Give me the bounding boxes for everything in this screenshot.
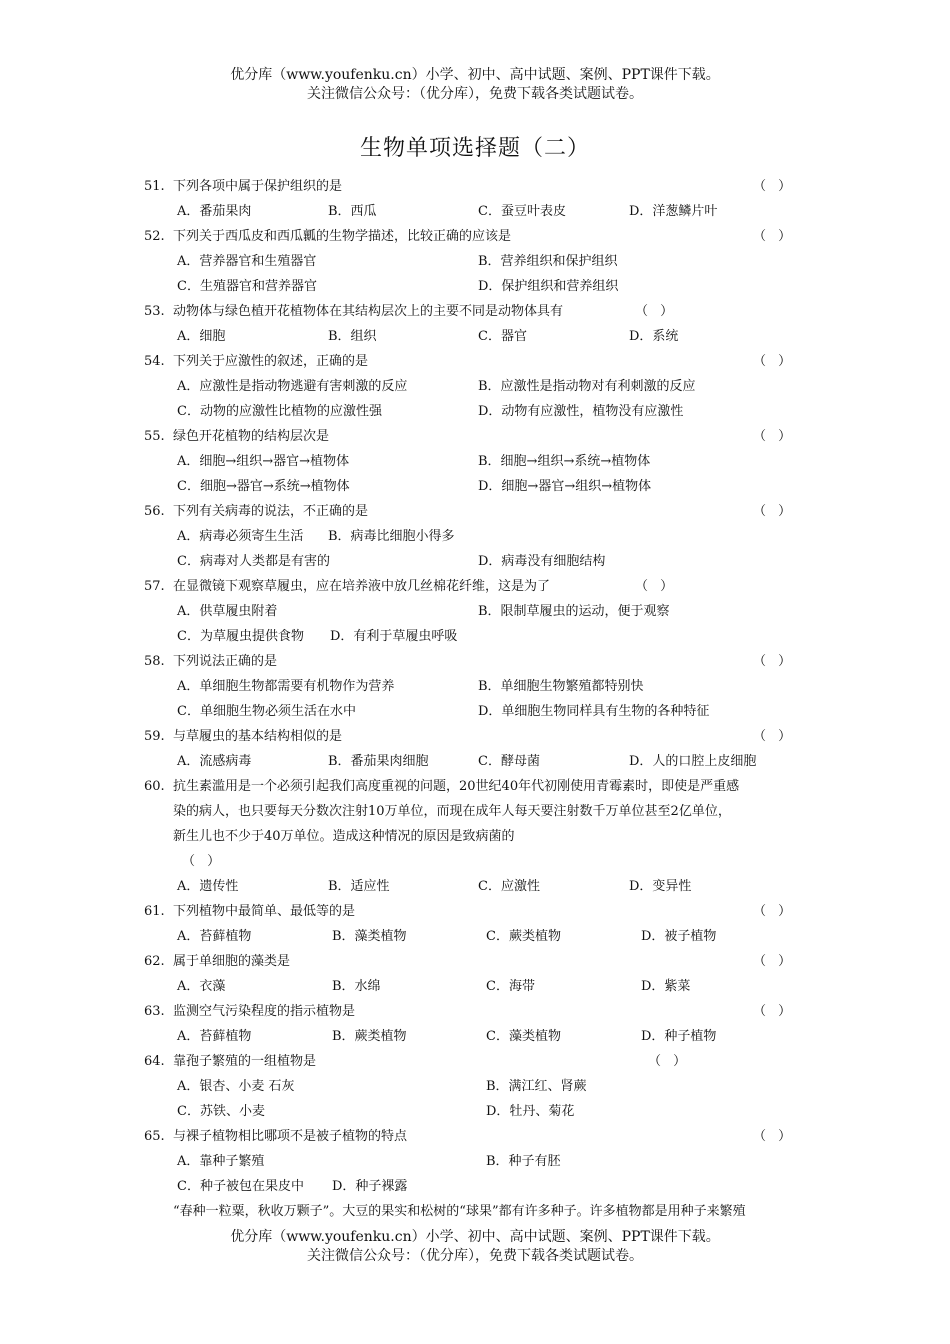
option-d: D．动物有应激性，植物没有应激性 — [478, 404, 684, 419]
options-row — [0, 274, 950, 299]
question-text: 下列关于西瓜皮和西瓜瓤的生物学描述，比较正确的应该是 — [173, 229, 512, 244]
options-row — [0, 599, 950, 624]
question-text-continued — [0, 799, 950, 824]
question-number: 65. — [144, 1129, 165, 1144]
question-number: 53. — [144, 304, 165, 319]
option-b: B．水绵 — [332, 979, 381, 994]
page-title: 生物单项选择题（二） — [359, 136, 590, 161]
question-57 — [0, 574, 950, 599]
option-a: A．苔藓植物 — [177, 929, 252, 944]
question-number: 51. — [144, 179, 165, 194]
question-text: 靠孢子繁殖的一组植物是 — [173, 1054, 317, 1069]
option-c: C．动物的应激性比植物的应激性强 — [177, 404, 382, 419]
option-a: A．应激性是指动物逃避有害刺激的反应 — [177, 379, 408, 394]
question-number: 62. — [144, 954, 165, 969]
option-c: C．蚕豆叶表皮 — [478, 204, 566, 219]
option-a: A．衣藻 — [177, 979, 226, 994]
question-62 — [0, 949, 950, 974]
option-c: C．为草履虫提供食物 — [177, 629, 304, 644]
question-59 — [0, 724, 950, 749]
options-row — [0, 974, 950, 999]
option-b: B．西瓜 — [328, 204, 377, 219]
question-text: 与裸子植物相比哪项不是被子植物的特点 — [173, 1129, 408, 1144]
option-c: C．种子被包在果皮中 — [177, 1179, 304, 1194]
answer-blank: （ ） — [753, 429, 796, 444]
page-footer — [0, 1228, 950, 1266]
question-text-line-3: 新生儿也不少于40万单位。造成这种情况的原因是致病菌的 — [173, 829, 515, 844]
closing-paragraph — [0, 1199, 950, 1224]
option-b: B．限制草履虫的运动，便于观察 — [478, 604, 670, 619]
option-c: C．酵母菌 — [478, 754, 540, 769]
question-60 — [0, 774, 950, 799]
option-d: D．单细胞生物同样具有生物的各种特征 — [478, 704, 710, 719]
answer-blank: （ ） — [753, 1004, 796, 1019]
option-c: C．苏铁、小麦 — [177, 1104, 265, 1119]
question-number: 56. — [144, 504, 165, 519]
question-number: 64. — [144, 1054, 165, 1069]
option-a: A．单细胞生物都需要有机物作为营养 — [177, 679, 395, 694]
options-row — [0, 1174, 950, 1199]
options-row — [0, 399, 950, 424]
option-c: C．生殖器官和营养器官 — [177, 279, 317, 294]
question-text-line-1: 抗生素滥用是一个必须引起我们高度重视的问题，20世纪40年代初刚使用青霉素时，即使是严重感 — [173, 779, 740, 794]
question-number: 63. — [144, 1004, 165, 1019]
answer-blank: （ ） — [753, 654, 796, 669]
option-a: A．供草履虫附着 — [177, 604, 278, 619]
option-b: B．单细胞生物繁殖都特别快 — [478, 679, 644, 694]
question-number: 55. — [144, 429, 165, 444]
answer-blank: （ ） — [753, 179, 796, 194]
option-b: B．应激性是指动物对有利刺激的反应 — [478, 379, 696, 394]
answer-blank: （ ） — [753, 1129, 796, 1144]
option-d: D．种子植物 — [641, 1029, 717, 1044]
option-c: C．海带 — [486, 979, 535, 994]
question-list — [0, 174, 950, 1224]
options-row — [0, 699, 950, 724]
option-c: C．单细胞生物必须生活在水中 — [177, 704, 356, 719]
options-row — [0, 249, 950, 274]
options-row — [0, 749, 950, 774]
answer-blank: （ ） — [648, 1054, 691, 1069]
header-line-1: 优分库（www.youfenku.cn）小学、初中、高中试题、案例、PPT课件下载。 — [230, 67, 720, 83]
option-a: A．靠种子繁殖 — [177, 1154, 265, 1169]
question-64 — [0, 1049, 950, 1074]
option-a: A．遗传性 — [177, 879, 239, 894]
option-b: B．组织 — [328, 329, 377, 344]
options-row — [0, 874, 950, 899]
option-d: D．人的口腔上皮细胞 — [629, 754, 757, 769]
answer-blank: （ ） — [753, 504, 796, 519]
option-b: B．蕨类植物 — [332, 1029, 407, 1044]
question-text: 动物体与绿色植开花植物体在其结构层次上的主要不同是动物体具有 — [173, 304, 564, 319]
question-text: 监测空气污染程度的指示植物是 — [173, 1004, 356, 1019]
options-row — [0, 474, 950, 499]
question-text: 下列有关病毒的说法，不正确的是 — [173, 504, 369, 519]
question-61 — [0, 899, 950, 924]
question-63 — [0, 999, 950, 1024]
question-text-line-2: 染的病人，也只要每天分数次注射10万单位，而现在成年人每天要注射数千万单位甚至2亿单位， — [173, 804, 731, 819]
option-c: C．病毒对人类都是有害的 — [177, 554, 330, 569]
option-c: C．器官 — [478, 329, 527, 344]
option-c: C．藻类植物 — [486, 1029, 561, 1044]
question-text: 属于单细胞的藻类是 — [173, 954, 291, 969]
question-number: 61. — [144, 904, 165, 919]
options-row — [0, 1099, 950, 1124]
header-line-2: 关注微信公众号：（优分库），免费下载各类试题试卷。 — [307, 86, 643, 102]
question-56 — [0, 499, 950, 524]
page-header — [0, 66, 950, 104]
option-b: B．营养组织和保护组织 — [478, 254, 618, 269]
answer-blank: （ ） — [753, 904, 796, 919]
question-number: 54. — [144, 354, 165, 369]
question-number: 58. — [144, 654, 165, 669]
option-d: D．系统 — [629, 329, 679, 344]
question-text: 下列各项中属于保护组织的是 — [173, 179, 343, 194]
question-text: 绿色开花植物的结构层次是 — [173, 429, 330, 444]
options-row — [0, 674, 950, 699]
answer-blank: （ ） — [753, 954, 796, 969]
question-number: 57. — [144, 579, 165, 594]
options-row — [0, 374, 950, 399]
options-row — [0, 1024, 950, 1049]
answer-blank-row — [0, 849, 950, 874]
question-51 — [0, 174, 950, 199]
question-55 — [0, 424, 950, 449]
question-53 — [0, 299, 950, 324]
options-row — [0, 624, 950, 649]
answer-blank: （ ） — [753, 229, 796, 244]
option-b: B．细胞→组织→系统→植物体 — [478, 454, 651, 469]
option-b: B．满江红、肾蕨 — [486, 1079, 587, 1094]
question-text: 在显微镜下观察草履虫，应在培养液中放几丝棉花纤维，这是为了 — [173, 579, 551, 594]
option-d: D．被子植物 — [641, 929, 717, 944]
footer-line-1: 优分库（www.youfenku.cn）小学、初中、高中试题、案例、PPT课件下载。 — [230, 1229, 720, 1245]
option-d: D．洋葱鳞片叶 — [629, 204, 718, 219]
option-c: C．细胞→器官→系统→植物体 — [177, 479, 350, 494]
option-d: D．紫菜 — [641, 979, 691, 994]
question-text: 下列植物中最简单、最低等的是 — [173, 904, 356, 919]
closing-text: “春种一粒粟，秋收万颗子”。大豆的果实和松树的“球果”都有许多种子。许多植物都是用种子来繁殖 — [173, 1204, 746, 1219]
option-d: D．种子裸露 — [332, 1179, 408, 1194]
options-row — [0, 1074, 950, 1099]
options-row — [0, 549, 950, 574]
options-row — [0, 924, 950, 949]
answer-blank: （ ） — [635, 579, 678, 594]
option-d: D．细胞→器官→组织→植物体 — [478, 479, 652, 494]
answer-blank: （ ） — [753, 729, 796, 744]
option-d: D．有利于草履虫呼吸 — [330, 629, 458, 644]
options-row — [0, 199, 950, 224]
footer-line-2: 关注微信公众号：（优分库），免费下载各类试题试卷。 — [307, 1248, 643, 1264]
option-a: A．细胞→组织→器官→植物体 — [177, 454, 350, 469]
option-a: A．病毒必须寄生生活 — [177, 529, 304, 544]
question-58 — [0, 649, 950, 674]
question-54 — [0, 349, 950, 374]
options-row — [0, 1149, 950, 1174]
question-number: 52. — [144, 229, 165, 244]
question-text-continued — [0, 824, 950, 849]
option-b: B．病毒比细胞小得多 — [328, 529, 455, 544]
answer-blank: （ ） — [635, 304, 678, 319]
question-number: 60. — [144, 779, 165, 794]
option-a: A．细胞 — [177, 329, 226, 344]
answer-blank: （ ） — [182, 854, 225, 869]
question-text: 下列关于应激性的叙述，正确的是 — [173, 354, 369, 369]
option-a: A．营养器官和生殖器官 — [177, 254, 317, 269]
option-c: C．蕨类植物 — [486, 929, 561, 944]
option-b: B．种子有胚 — [486, 1154, 561, 1169]
option-b: B．番茄果肉细胞 — [328, 754, 429, 769]
question-number: 59. — [144, 729, 165, 744]
option-b: B．适应性 — [328, 879, 390, 894]
option-a: A．银杏、小麦 石灰 — [177, 1079, 295, 1094]
question-52 — [0, 224, 950, 249]
option-d: D．保护组织和营养组织 — [478, 279, 619, 294]
options-row — [0, 324, 950, 349]
question-65 — [0, 1124, 950, 1149]
question-text: 下列说法正确的是 — [173, 654, 278, 669]
options-row — [0, 524, 950, 549]
option-b: B．藻类植物 — [332, 929, 407, 944]
option-a: A．番茄果肉 — [177, 204, 252, 219]
option-d: D．牡丹、菊花 — [486, 1104, 575, 1119]
question-text: 与草履虫的基本结构相似的是 — [173, 729, 343, 744]
option-a: A．苔藓植物 — [177, 1029, 252, 1044]
option-d: D．病毒没有细胞结构 — [478, 554, 606, 569]
option-c: C．应激性 — [478, 879, 540, 894]
options-row — [0, 449, 950, 474]
option-d: D．变异性 — [629, 879, 692, 894]
answer-blank: （ ） — [753, 354, 796, 369]
option-a: A．流感病毒 — [177, 754, 252, 769]
